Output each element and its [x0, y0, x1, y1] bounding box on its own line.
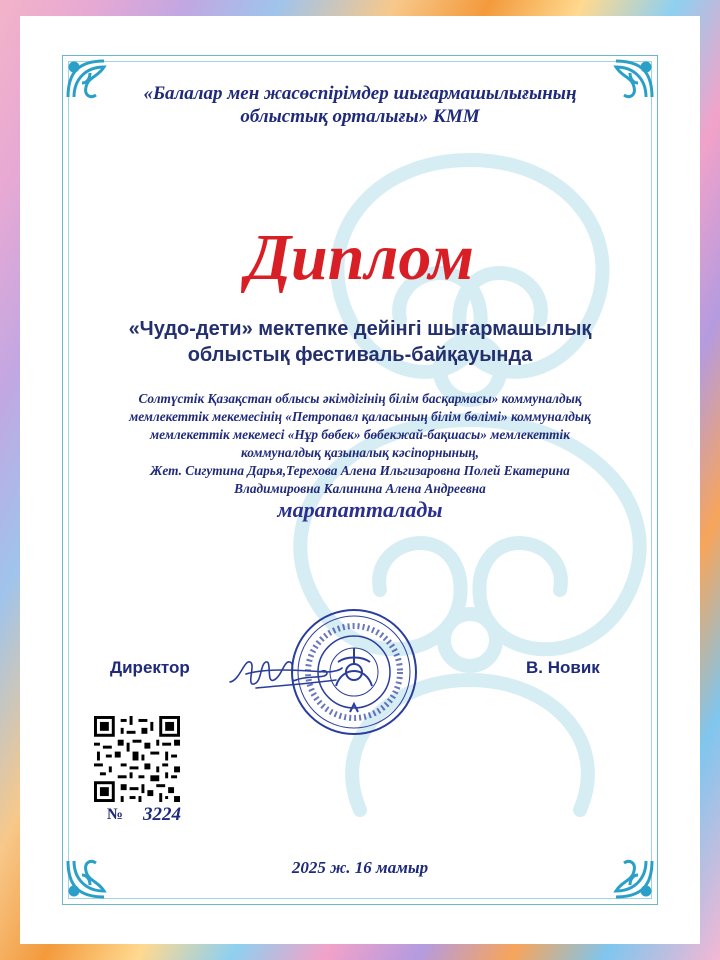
director-signature — [226, 650, 346, 696]
diploma-title: Диплом — [245, 221, 475, 294]
director-title: Директор — [110, 658, 190, 677]
festival-line-2: облыстық фестиваль-байқауында — [187, 344, 533, 366]
number-symbol: № — [107, 806, 124, 823]
award-text: марапатталады — [277, 497, 443, 522]
header-line-2: облыстық орталығы» КММ — [240, 106, 480, 127]
organization-header — [90, 82, 630, 128]
body-line-6: Владимировна Калинина Алена Андреевна — [234, 481, 486, 496]
diploma-number: 3224 — [143, 804, 181, 825]
issue-date: 2025 ж. 16 мамыр — [291, 858, 429, 877]
body-line-5: Жет. Сигутина Дарья,Терехова Алена Ильгизаровна Полей Екатерина — [150, 463, 570, 478]
body-line-4: коммуналдық қазыналық кәсіпорнының, — [240, 445, 480, 460]
festival-name — [80, 316, 640, 368]
header-line-1: «Балалар мен жасөспірімдер шығармашылығының — [143, 83, 577, 104]
recipient-text — [70, 390, 650, 498]
signer-name: В. Новик — [526, 658, 600, 677]
festival-line-1: «Чудо-дети» мектепке дейінгі шығармашылық — [128, 318, 592, 340]
corner-ornament-bottom-right-icon — [586, 831, 656, 901]
corner-ornament-bottom-left-icon — [64, 831, 134, 901]
body-line-2: мемлекеттік мекемесінің «Петропавл қаласының білім бөлімі» коммуналдық — [129, 409, 591, 424]
body-line-3: мемлекеттік мекемесі «Нұр бөбек» бөбекжай-бақшасы» мемлекеттік — [150, 427, 570, 442]
qr-code-icon — [94, 716, 180, 802]
body-line-1: Солтүстік Қазақстан облысы әкімдігінің білім басқармасы» коммуналдық — [138, 391, 582, 406]
